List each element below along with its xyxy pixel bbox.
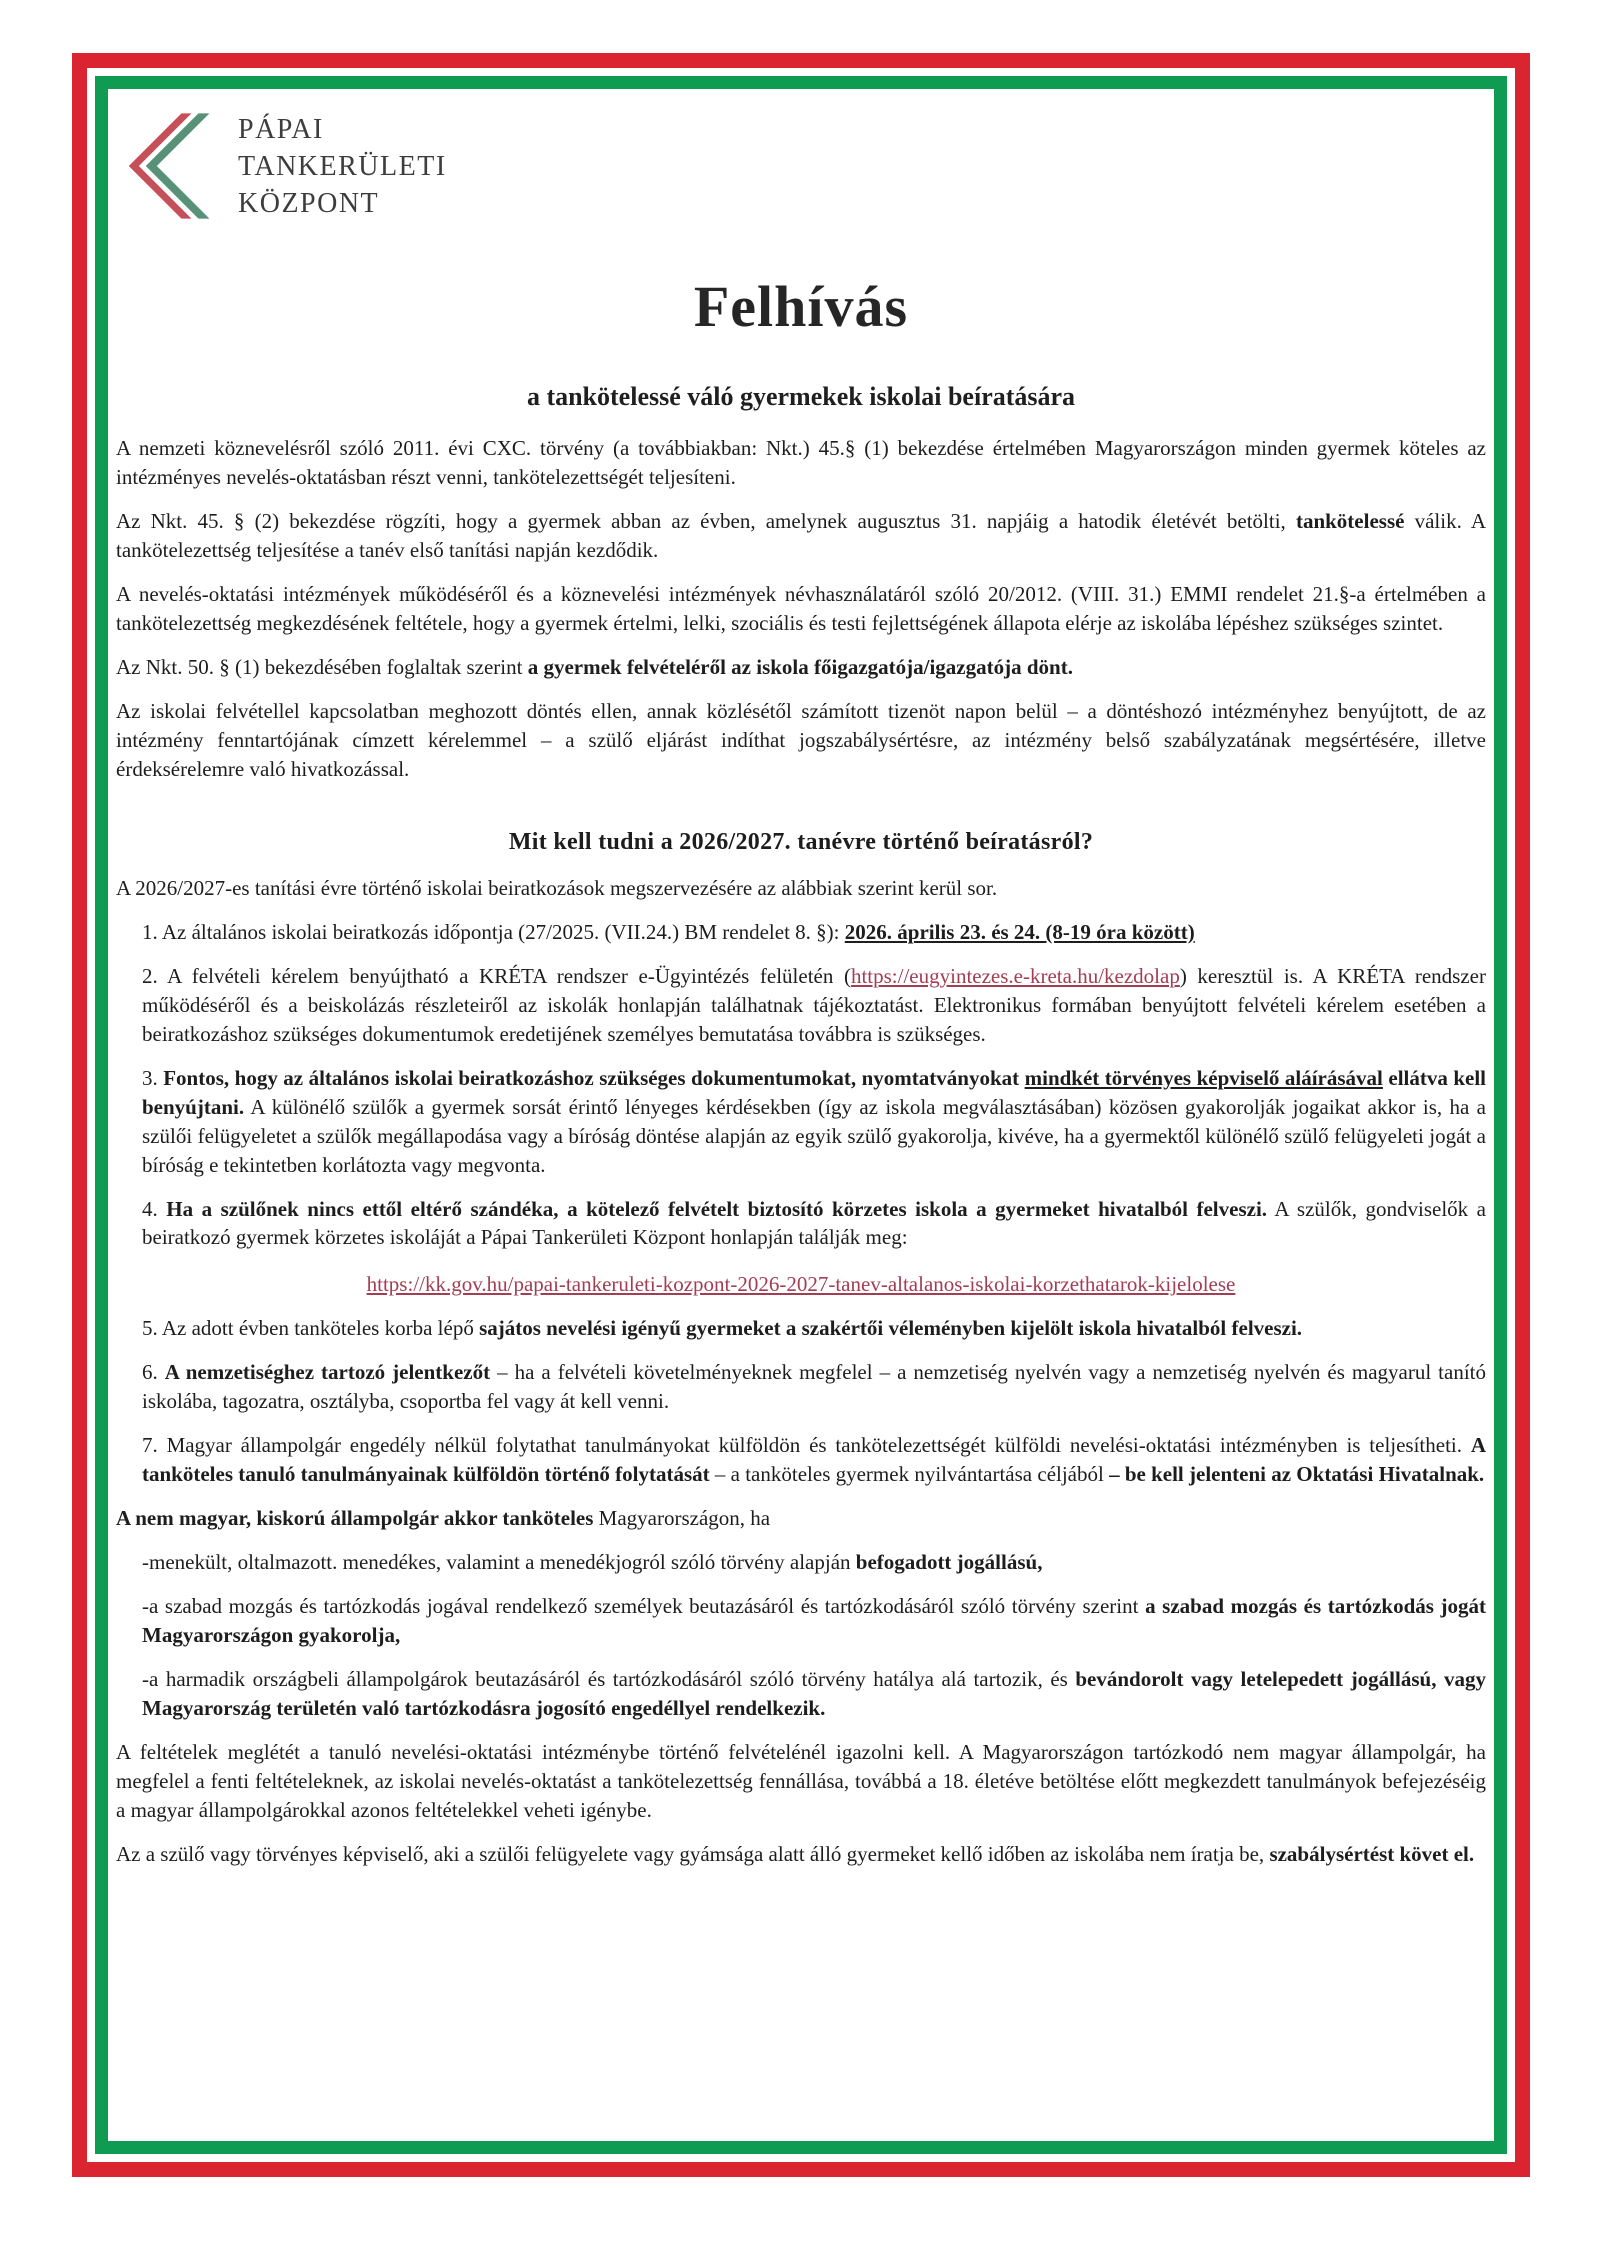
text-run: -menekült, oltalmazott. menedékes, valamint a menedékjogról szóló törvény alapján [142, 1550, 856, 1575]
text-run: befogadott jogállású, [855, 1550, 1043, 1575]
text-run: 7. Magyar állampolgár engedély nélkül folytathat tanulmányokat külföldön és tankötelezettségét külföldi nevelési-oktatási intézményben is teljesítheti. [142, 1433, 1471, 1458]
text-run: A szülők, gondviselők a beiratkozó gyermek körzetes iskoláját a Pápai Tankerületi Központ honlapján találják meg: [142, 1196, 1486, 1250]
logo-line-1: PÁPAI [238, 113, 324, 145]
link-url[interactable]: https://kk.gov.hu/papai-tankeruleti-kozpont-2026-2027-tanev-altalanos-iskolai-korzethatarok-kijelolese [366, 1272, 1236, 1297]
text-run: Az iskolai felvétellel kapcsolatban meghozott döntés ellen, annak közlésétől számított tizenöt napon belül – a döntéshozó intézményhez benyújtott, de az intézmény fenntartójának címzett kérelemmel – a szülő eljárást indíthat jogszabálysértésre, az intézmény belső szabályzatának megsértésére, illetve érdeksérelemre való hivatkozással. [116, 698, 1486, 781]
tankerulet-chevron-icon [122, 105, 212, 227]
text-run: mindkét törvényes képviselő aláírásával [1024, 1065, 1383, 1090]
text-run: tankötelessé [1295, 508, 1405, 533]
text-run: A nevelés-oktatási intézmények működéséről és a köznevelési intézmények névhasználatáról szóló 20/2012. (VIII. 31.) EMMI rendelet 21.§-a értelmében a tankötelezettség megkezdésének feltétele, hogy a gyermek értelmi, lelki, szociális és testi fejlettségének állapota elérje az iskolába lépéshez szükséges szintet. [116, 581, 1486, 635]
text-run: Magyarországon, ha [598, 1506, 771, 1531]
logo-line-2: TANKERÜLETI [238, 150, 447, 182]
list-item-2 [142, 962, 1486, 1049]
text-run: A nem magyar, kiskorú állampolgár akkor tanköteles [116, 1506, 599, 1531]
text-run: a szabad mozgás és tartózkodás jogát Magyarországon gyakorolja, [142, 1594, 1486, 1648]
text-run: sajátos nevelési igényű gyermeket a szakértői véleményben kijelölt iskola hivatalból felveszi. [479, 1316, 1303, 1341]
document-title: Felhívás [693, 274, 909, 339]
list-item-5 [142, 1314, 1486, 1343]
text-run: A tanköteles tanuló tanulmányainak külföldön történő folytatását [142, 1433, 1486, 1487]
outer-red-border [72, 53, 1530, 2177]
district-boundaries-link-line [116, 1270, 1486, 1299]
text-run: A feltételek meglétét a tanuló nevelési-oktatási intézménybe történő felvételénél igazolni kell. A Magyarországon tartózkodó nem magyar állampolgár, ha megfelel a fenti feltételeknek, az iskolai nevelés-oktatást a tankötelezettség fennállása, továbbá a 18. életéve betöltése előtt megkezdett tanulmányok befejezéséig a magyar állampolgárokkal azonos feltételekkel veheti igénybe. [116, 1740, 1486, 1823]
text-run: Az Nkt. 45. § (2) bekezdése rögzíti, hogy a gyermek abban az évben, amelynek augusztus 31. napjáig a hatodik életévét betölti, [116, 508, 1296, 533]
text-run: 6. [142, 1360, 165, 1385]
closing-paragraph-1 [116, 1738, 1486, 1825]
text-run: Az a szülő vagy törvényes képviselő, aki a szülői felügyelete vagy gyámsága alatt álló gyermeket kellő időben az iskolába nem íratja be, [116, 1841, 1270, 1866]
text-run: 4. [142, 1196, 167, 1221]
list-item-7 [142, 1431, 1486, 1489]
text-run: bevándorolt vagy letelepedett jogállású, vagy Magyarország területén való tartózkodásra jogosító engedéllyel rendelkezik. [142, 1667, 1486, 1721]
intro-paragraph-2 [116, 507, 1486, 565]
list-item-1 [142, 918, 1486, 947]
text-run: 2026. április 23. és 24. (8-19 óra között) [844, 919, 1195, 944]
text-run: -a szabad mozgás és tartózkodás jogával rendelkező személyek beutazásáról és tartózkodásáról szóló törvény szerint [142, 1594, 1146, 1619]
text-run: – be kell jelenteni az Oktatási Hivatalnak. [1109, 1462, 1485, 1487]
document-subtitle: a tankötelessé váló gyermekek iskolai beíratására [526, 382, 1076, 411]
section-heading [116, 826, 1486, 859]
closing-paragraph-2 [116, 1840, 1486, 1869]
list-item-3 [142, 1064, 1486, 1180]
foreign-citizen-condition-1 [142, 1548, 1486, 1577]
text-run: 5. Az adott évben tanköteles korba lépő [142, 1316, 480, 1341]
text-run: A nemzeti köznevelésről szóló 2011. évi CXC. törvény (a továbbiakban: Nkt.) 45.§ (1) bekezdése értelmében Magyarországon minden gyermek köteles az intézményes nevelés-oktatásban részt venni, tankötelezettségét teljesíteni. [116, 436, 1486, 489]
text-run: ) keresztül is. A KRÉTA rendszer működéséről és a beiskolázás részleteiről az iskolák honlapján találhatnak tájékoztatást. Elektronikus formában benyújtott felvételi kérelem esetében a beiratkozáshoz szükséges dokumentumok eredetijének személyes bemutatása továbbra is szükséges. [142, 963, 1486, 1046]
intro-paragraph-4 [116, 653, 1486, 682]
intro-paragraph-5 [116, 697, 1486, 784]
text-run: – ha a felvételi követelményeknek megfelel – a nemzetiség nyelvén vagy a nemzetiség nyelvén és magyarul tanító iskolába, tagozatra, osztályba, csoportba fel vagy át kell venni. [142, 1360, 1486, 1414]
text-run: Mit kell tudni a 2026/2027. tanévre történő beíratásról? [508, 828, 1094, 855]
text-run: a gyermek felvételéről az iskola főigazgatója/igazgatója dönt. [527, 654, 1073, 679]
intro-paragraph-3 [116, 580, 1486, 638]
text-run: 3. [142, 1065, 164, 1090]
text-run: válik. A tankötelezettség teljesítése a tanév első tanítási napján kezdődik. [116, 508, 1486, 562]
link-url[interactable]: https://eugyintezes.e-kreta.hu/kezdolap [850, 963, 1180, 988]
intro-paragraph-1 [116, 434, 1486, 492]
list-item-6 [142, 1358, 1486, 1416]
logo-line-3: KÖZPONT [238, 187, 380, 219]
foreign-citizen-intro [116, 1504, 1486, 1533]
text-run: ellátva kell benyújtani. [142, 1065, 1486, 1119]
text-run: szabálysértést követ el. [1269, 1841, 1475, 1866]
text-run: 2. A felvételi kérelem benyújtható a KRÉTA rendszer e-Ügyintézés felületén ( [142, 963, 851, 988]
text-run: – a tanköteles gyermek nyilvántartása céljából [709, 1462, 1110, 1487]
list-item-4 [142, 1195, 1486, 1253]
inner-green-border [95, 76, 1507, 2154]
text-run: Az Nkt. 50. § (1) bekezdésében foglaltak szerint [116, 654, 528, 679]
text-run: A különélő szülők a gyermek sorsát érintő lényeges kérdésekben (így az iskola megválasztásában) közösen gyakorolják jogaikat akkor is, ha a szülői felügyeletet a szülők megállapodása vagy a bíróság döntése alapján az egyik szülő gyakorolja, kivéve, ha a gyermektől különélő szülő felügyeleti jogát a bíróság e tekintetben korlátozta vagy megvonta. [142, 1094, 1486, 1177]
text-run: A 2026/2027-es tanítási évre történő iskolai beiratkozások megszervezésére az alábbiak szerint kerül sor. [116, 875, 998, 900]
text-run: 1. Az általános iskolai beiratkozás időpontja (27/2025. (VII.24.) BM rendelet 8. §): [142, 919, 845, 944]
document-body [116, 434, 1486, 1869]
text-run: Ha a szülőnek nincs ettől eltérő szándéka, a kötelező felvételt biztosító körzetes iskola a gyermeket hivatalból felveszi. [166, 1196, 1268, 1221]
foreign-citizen-condition-3 [142, 1665, 1486, 1723]
organization-logo [122, 105, 1486, 227]
text-run: Fontos, hogy az általános iskolai beiratkozáshoz szükséges dokumentumokat, nyomtatványokat [163, 1065, 1025, 1090]
text-run: -a harmadik országbeli állampolgárok beutazásáról és tartózkodásáról szóló törvény hatálya alá tartozik, és [142, 1667, 1076, 1692]
document-content [108, 89, 1494, 2141]
organization-name [238, 111, 447, 222]
section-intro [116, 874, 1486, 903]
text-run: A nemzetiséghez tartozó jelentkezőt [164, 1360, 491, 1385]
foreign-citizen-condition-2 [142, 1592, 1486, 1650]
